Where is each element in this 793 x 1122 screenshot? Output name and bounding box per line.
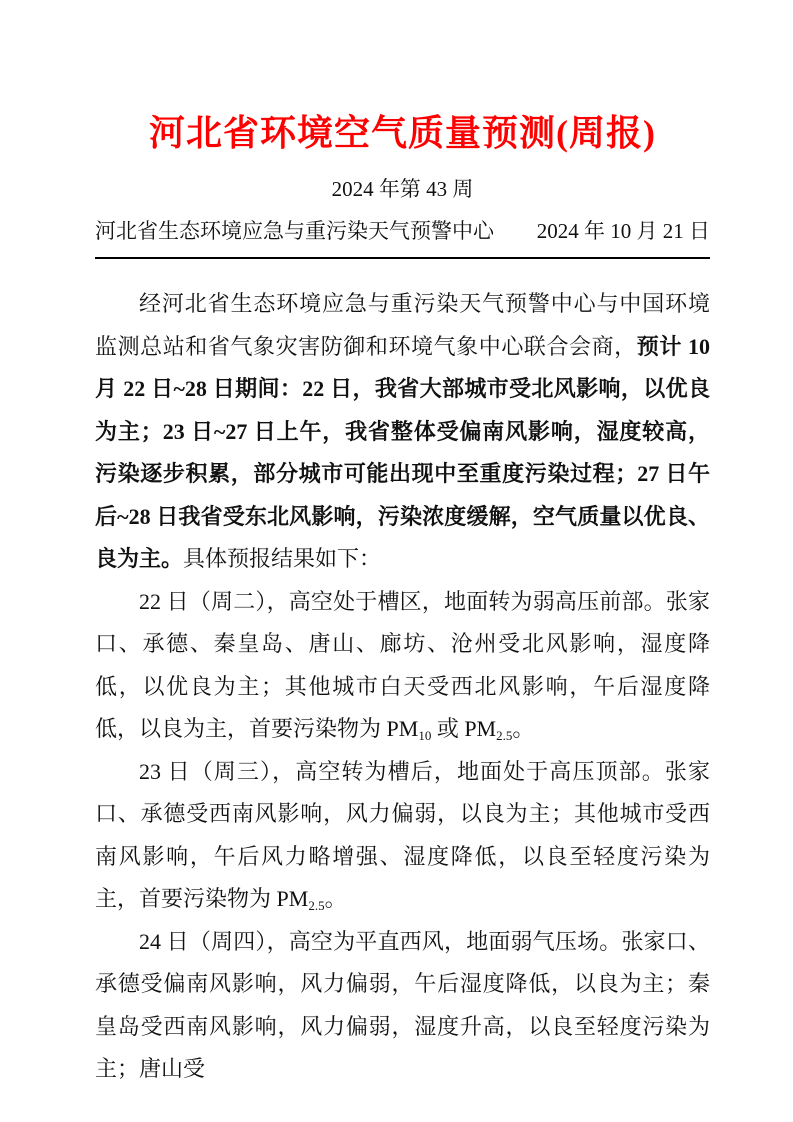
paragraph-day22 <box>95 581 710 751</box>
overview-forecast-bold-text: 预计 10 月 22 日~28 日期间：22 日，我省大部城市受北风影响，以优良为主；23 日~27 日上午，我省整体受偏南风影响，湿度较高，污染逐步积累，部分城市可能出现中至重度污染过程；27 日午后~28 日我省受东北风影响，污染浓度缓解，空气质量以优良、良为主。 <box>95 333 710 571</box>
paragraph-overview <box>95 283 710 581</box>
header-divider-rule <box>95 257 710 259</box>
day23-text: 23 日（周三），高空转为槽后，地面处于高压顶部。张家口、承德受西南风影响，风力偏弱，以良为主；其他城市受西南风影响，午后风力略增强、湿度降低，以良至轻度污染为主，首要污染物为 PM <box>95 758 710 911</box>
day22-text: 22 日（周二），高空处于槽区，地面转为弱高压前部。张家口、承德、秦皇岛、唐山、廊坊、沧州受北风影响，湿度降低，以优良为主；其他城市白天受西北风影响，午后湿度降低，以良为主，首要污染物为 PM <box>95 588 710 741</box>
day24-text: 24 日（周四），高空为平直西风，地面弱气压场。张家口、承德受偏南风影响，风力偏弱，午后湿度降低，以良为主；秦皇岛受西南风影响，风力偏弱，湿度升高，以良至轻度污染为主；唐山受 <box>95 928 710 1081</box>
issuer-name: 河北省生态环境应急与重污染天气预警中心 <box>95 219 494 243</box>
pm25-subscript: 2.5 <box>308 898 325 913</box>
day23-text-end: 。 <box>324 886 347 911</box>
issuer-row <box>95 218 710 244</box>
overview-lead-text: 经河北省生态环境应急与重污染天气预警中心与中国环境监测总站和省气象灾害防御和环境气象中心联合会商， <box>95 291 710 359</box>
document-body <box>95 283 710 1091</box>
paragraph-day23 <box>95 751 710 921</box>
day22-text-end: 。 <box>512 716 535 741</box>
issue-date: 2024 年 10 月 21 日 <box>536 219 710 243</box>
pm25-subscript: 2.5 <box>496 728 513 743</box>
week-subtitle: 2024 年第 43 周 <box>331 177 474 201</box>
paragraph-day24 <box>95 921 710 1091</box>
page-title: 河北省环境空气质量预测(周报) <box>149 113 656 153</box>
day22-text-between: 或 PM <box>431 716 497 741</box>
overview-tail-text: 具体预报结果如下： <box>183 546 382 571</box>
pm10-subscript: 10 <box>418 728 432 743</box>
